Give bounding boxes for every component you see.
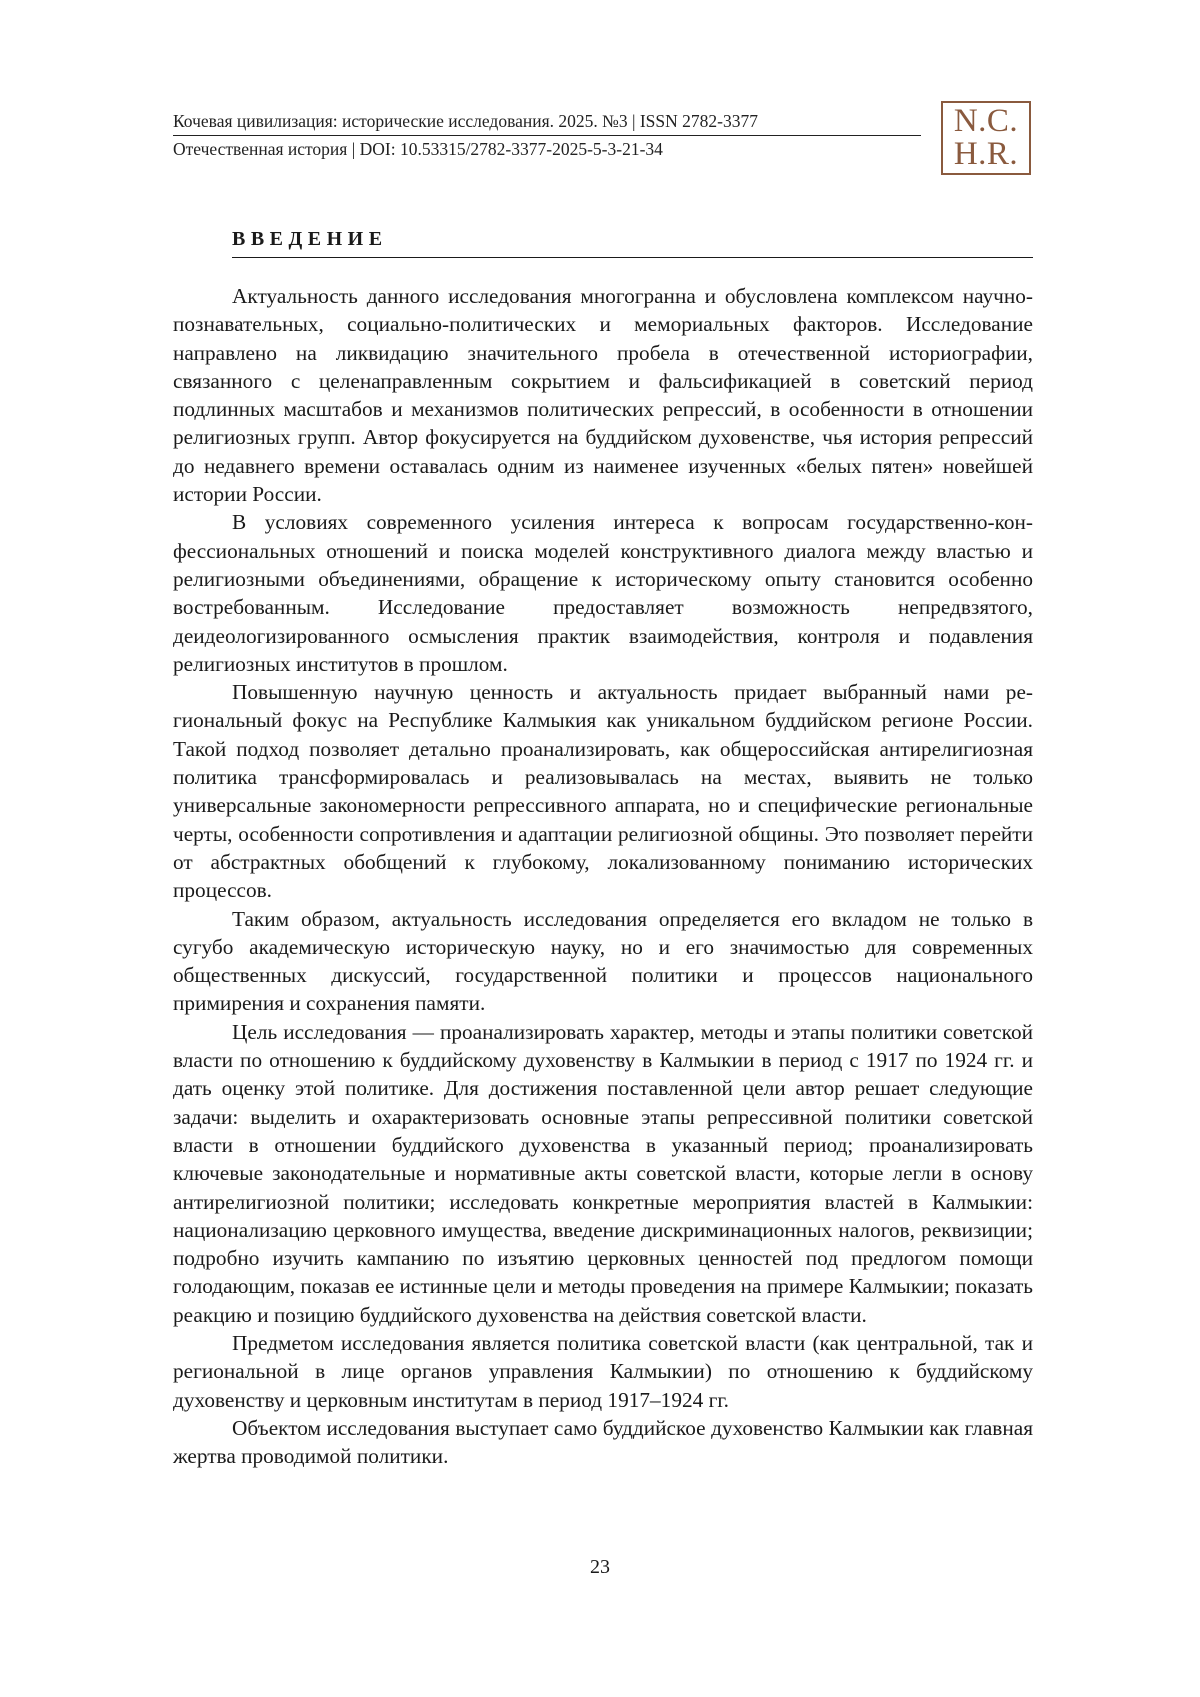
paragraph: В условиях современного усиления интереса к вопросам государственно-конфессиональных отношений и поиска моделей конструктивного диалога между властью и религиозными объединениями, обращение к историческому опыту становится особенно востребованным. Исследование предоставляет возможность непредвзятого, деидеологизированного осмысления практик взаимодействия, контроля и подавления религиозных институтов в прошлом. [173, 510, 1033, 676]
paragraph: Цель исследования — проанализировать характер, методы и этапы политики советской власти по отношению к буддийскому духовенству в Калмыкии в период с 1917 по 1924 гг. и дать оценку этой политике. Для достижения поставленной цели автор решает следующие задачи: выделить и охарактеризовать основные этапы репрессивной политики советской власти в отношении буддийского духовенства в указанный период; проанализировать ключевые законодательные и нормативные акты советской власти, которые легли в основу антирелигиозной политики; исследовать конкретные мероприятия властей в Калмыкии: национализацию церковного имущества, введение дискриминационных налогов, реквизиции; подробно изучить кампанию по изъятию церковных ценностей под предлогом помощи голодающим, показав ее истинные цели и методы проведения на примере Калмыкии; показать реакцию и позицию буддийского духовенства на действия советской власти. [173, 1019, 1033, 1327]
paragraph: Актуальность данного исследования многогранна и обусловлена комплексом научно-познавательных, социально-политических и мемориальных факторов. Исследование направлено на ликвидацию значительного пробела в отечественной историографии, связанного с целенаправленным сокрытием и фальсификацией в советский период подлинных масштабов и механизмов политических репрессий, в особенности в отношении религиозных групп. Автор фокусируется на буддийском духовенстве, чья история репрессий до недавнего времени оставалась одним из наименее изученных «белых пятен» новейшей истории России. [173, 284, 1033, 507]
journal-info: Кочевая цивилизация: исторические исследования. 2025. №3 | ISSN 2782-3377 [173, 111, 758, 131]
logo-text-bottom: H.R. [953, 136, 1019, 172]
logo-text-top: N.C. [953, 103, 1019, 139]
paragraph: Повышенную научную ценность и актуальность придает выбранный нами региональный фокус на Республике Калмыкия как уникальном буддийском регионе России. Такой подход позволяет детально проанализировать, как общероссийская антирелигиозная политика трансформировалась и реализовывалась на местах, выявить не только универсальные закономерности репрессивного аппарата, но и специфические региональные черты, особенности сопротивления и адаптации религиозной общины. Это позволяет перейти от абстрактных обобщений к глубокому, локализованному пониманию исторических процессов. [173, 680, 1033, 903]
journal-logo [941, 101, 1031, 175]
paragraph: Объектом исследования выступает само буддийское духовенство Калмыкии как главная жертва проводимой политики. [173, 1415, 1033, 1469]
section-heading-underline [232, 257, 1033, 258]
section-doi-info: Отечественная история | DOI: 10.53315/2782-3377-2025-5-3-21-34 [173, 139, 663, 159]
page-number: 23 [590, 1556, 610, 1578]
running-header [173, 108, 921, 163]
section-heading: ВВЕДЕНИЕ [232, 228, 388, 250]
article-body [173, 282, 1033, 1470]
paragraph: Таким образом, актуальность исследования определяется его вкладом не только в сугубо академическую историческую науку, но и его значимостью для современных общественных дискуссий, государственной политики и процессов национального примирения и сохранения памяти. [173, 906, 1033, 1016]
paragraph: Предметом исследования является политика советской власти (как центральной, так и региональной в лице органов управления Калмыкии) по отношению к буддийскому духовенству и церковным институтам в период 1917–1924 гг. [173, 1330, 1033, 1412]
